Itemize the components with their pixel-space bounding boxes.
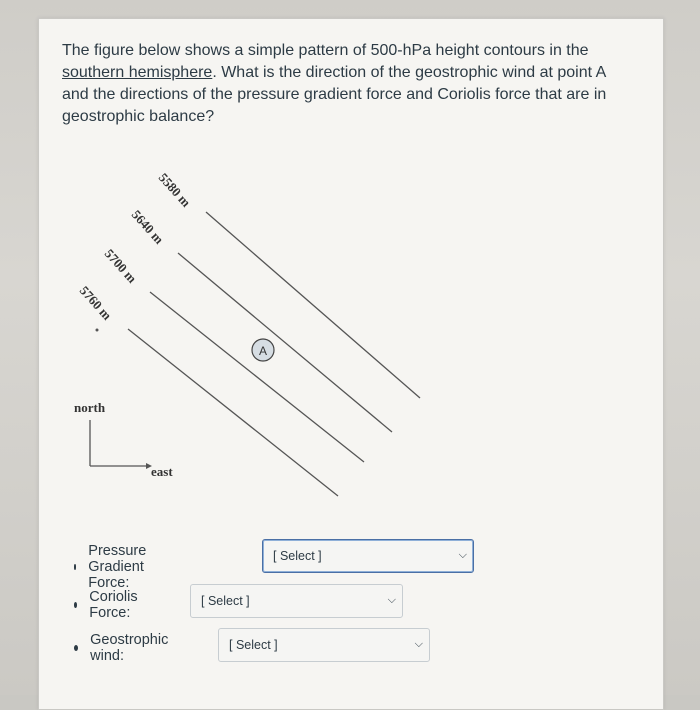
north-label: north [74, 400, 106, 415]
pgf-select-value: [ Select ] [273, 549, 322, 563]
geowind-select-value: [ Select ] [229, 638, 278, 652]
question-line-1: The figure below shows a simple pattern of 500-hPa height contours in the [62, 42, 589, 59]
answer-row-geowind [74, 632, 170, 664]
pgf-label: Pressure Gradient Force: [88, 543, 147, 591]
east-label: east [151, 464, 173, 479]
question-underlined-term: southern hemisphere [62, 64, 213, 81]
bullet-icon [74, 564, 76, 570]
answer-row-coriolis [74, 589, 140, 621]
coriolis-label: Coriolis Force: [89, 589, 138, 621]
chevron-down-icon: ⌵ [458, 549, 467, 561]
coriolis-select[interactable] [190, 584, 403, 618]
answer-row-pgf [74, 543, 150, 591]
pgf-select[interactable] [262, 539, 474, 573]
coriolis-select-value: [ Select ] [201, 594, 250, 608]
geowind-label: Geostrophic wind: [90, 632, 169, 664]
question-line-2-rest: . What is the direction of the geostrophic wind at point A [212, 64, 607, 81]
question-line-4: geostrophic balance? [62, 108, 215, 125]
chevron-down-icon: ⌵ [414, 638, 423, 650]
speck [96, 329, 99, 332]
contour-line-5700 [150, 292, 364, 462]
contour-label-5700: 5700 m [101, 245, 140, 286]
contour-line-5580 [206, 212, 420, 398]
bullet-icon [74, 602, 77, 608]
contour-label-5760: 5760 m [76, 282, 115, 323]
point-a-label: A [258, 344, 268, 358]
geowind-select[interactable] [218, 628, 430, 662]
contour-label-5580: 5580 m [155, 169, 194, 210]
bullet-icon [74, 645, 78, 651]
contour-label-5640: 5640 m [128, 206, 167, 247]
question-line-3: and the directions of the pressure gradient force and Coriolis force that are in [62, 86, 607, 103]
chevron-down-icon: ⌵ [387, 594, 396, 606]
